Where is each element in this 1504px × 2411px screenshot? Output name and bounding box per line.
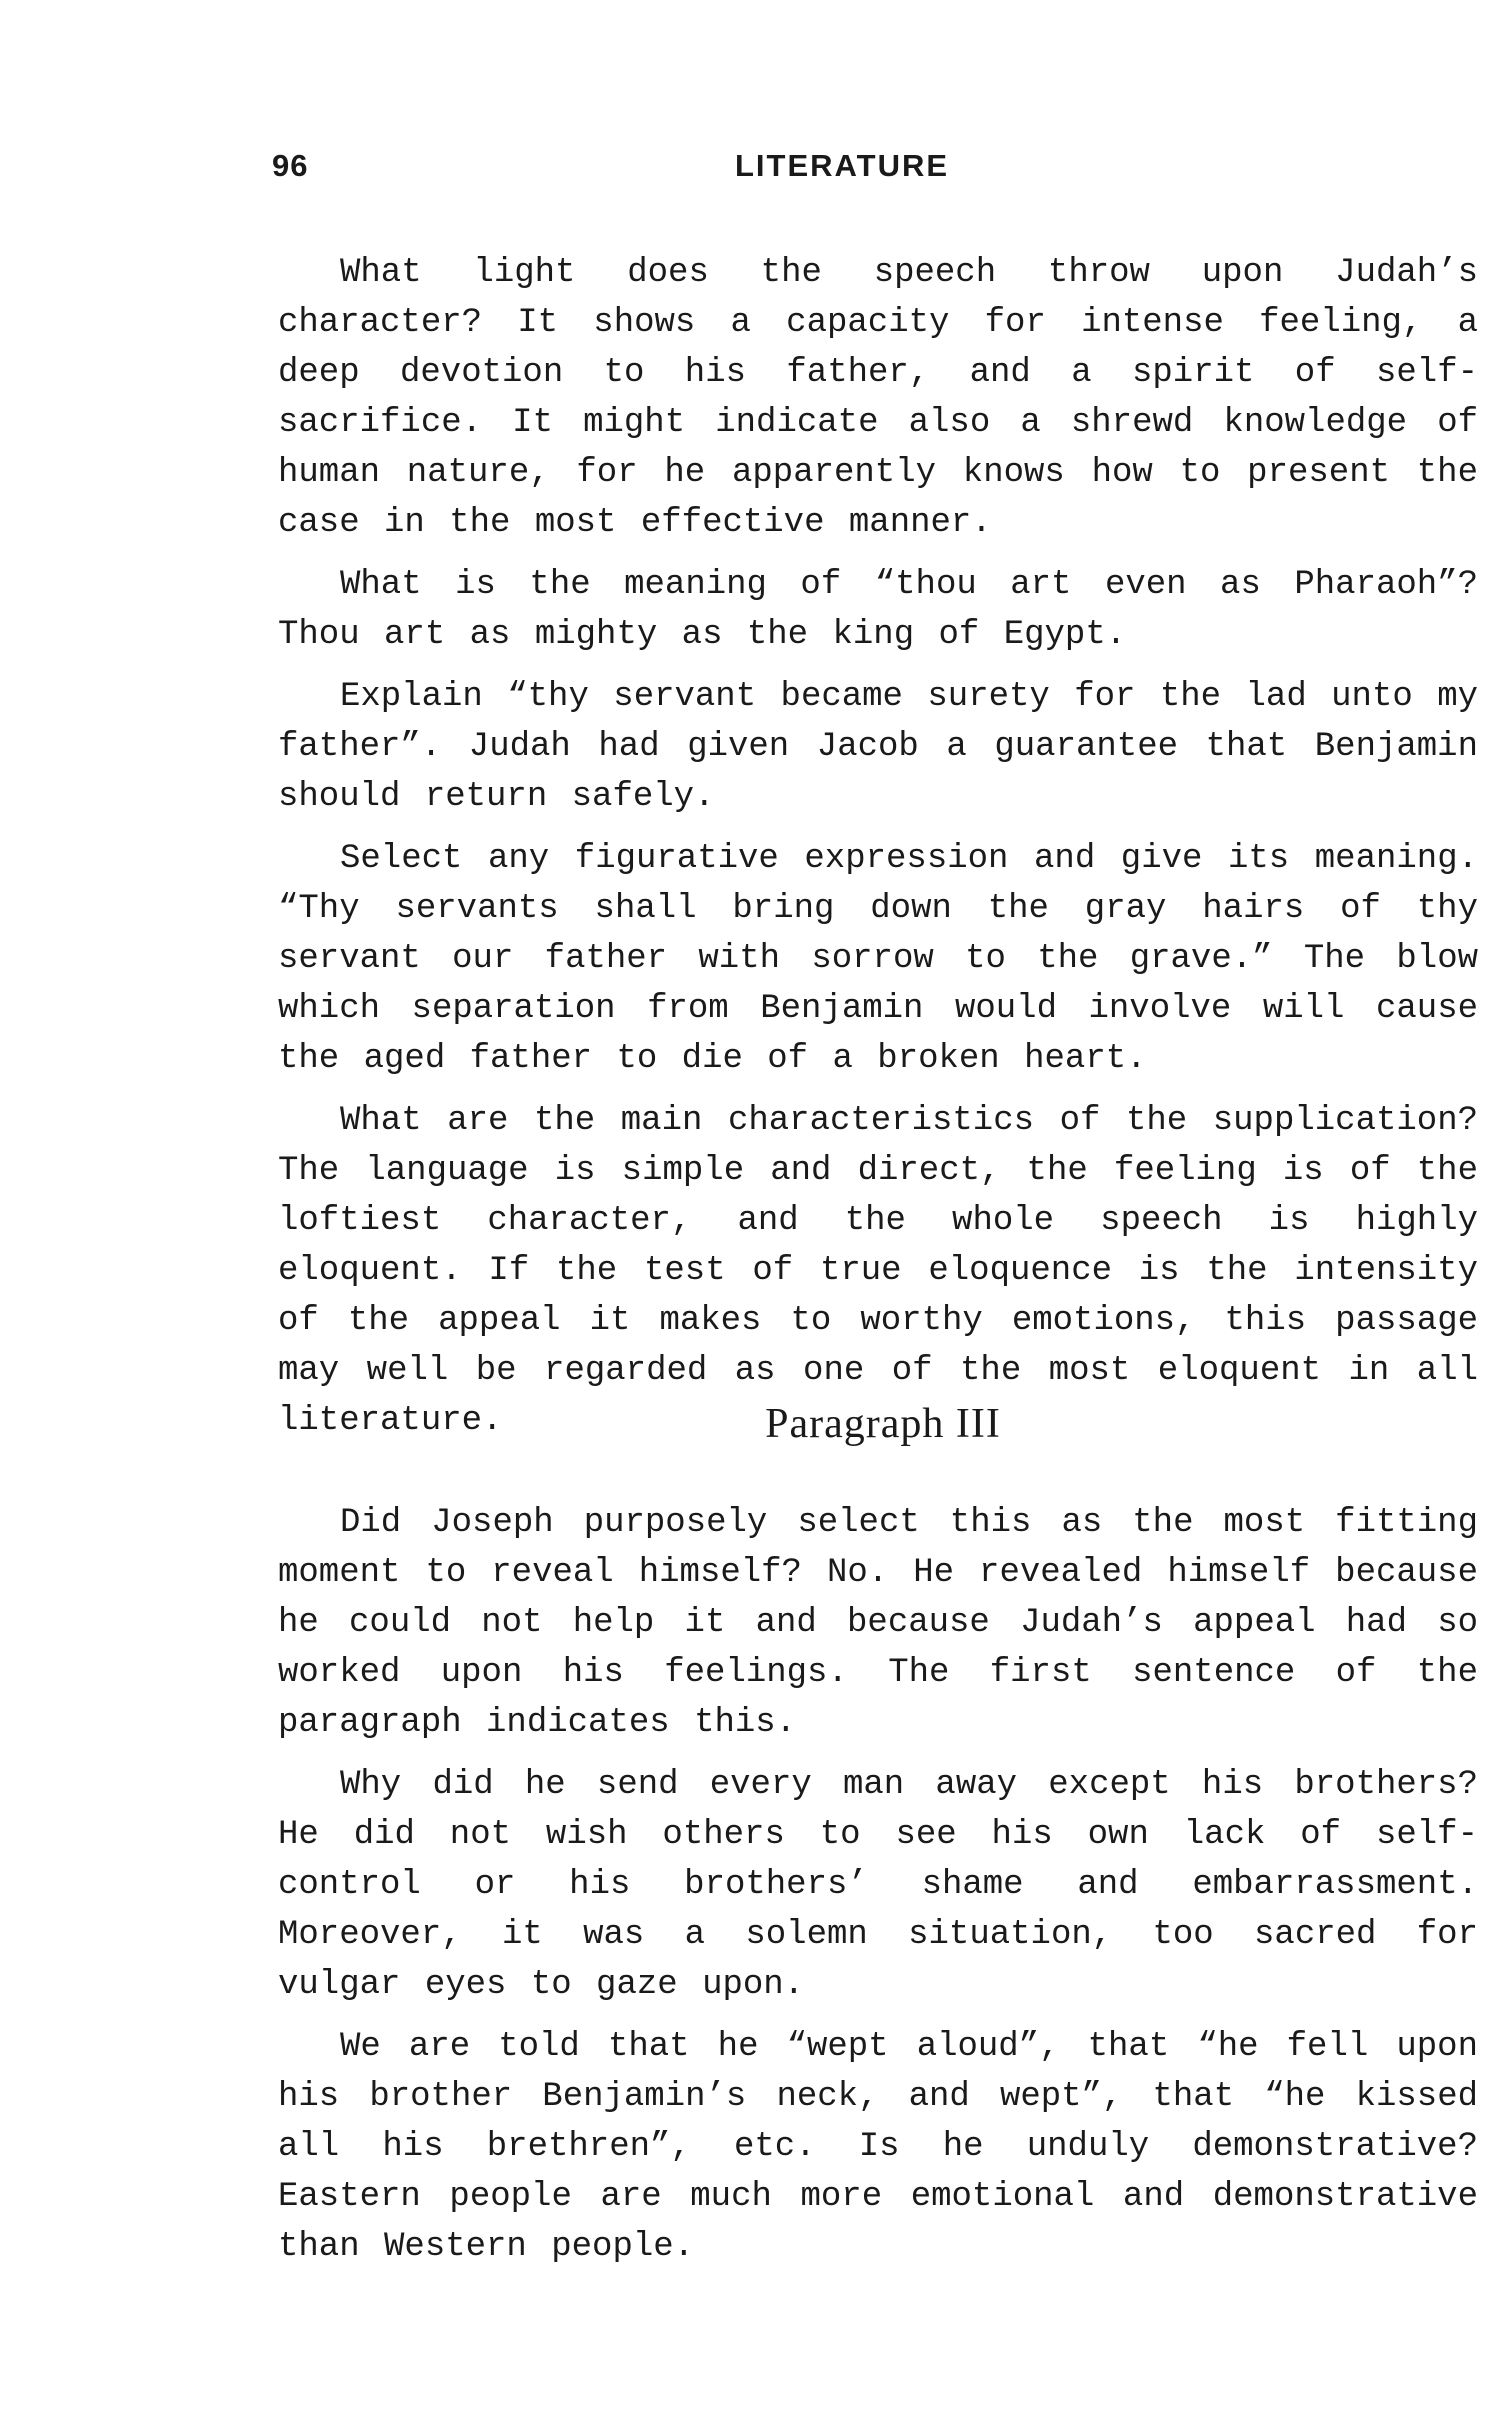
- paragraph: Did Joseph purposely select this as the most fitting moment to reveal himself? No. He revealed himself because he could not help it and because Judah’s appeal had so worked upon his feelings. The first sentence of the paragraph indicates this.: [278, 1504, 1478, 1742]
- running-head: [272, 148, 1472, 198]
- paragraph: Explain “thy servant became surety for the lad unto my father”. Judah had given Jacob a guarantee that Benjamin should return safely.: [278, 678, 1478, 816]
- paragraph: Select any figurative expression and give its meaning. “Thy servants shall bring down the gray hairs of thy servant our father with sorrow to the grave.” The blow which separation from Benjamin would involve will cause the aged father to die of a broken heart.: [278, 840, 1478, 1078]
- paragraph: We are told that he “wept aloud”, that “he fell upon his brother Benjamin’s neck, and wept”, that “he kissed all his brethren”, etc. Is he unduly demonstrative? Eastern people are much more emotional and demonstrative than Western people.: [278, 2028, 1478, 2266]
- running-title: LITERATURE: [735, 148, 950, 183]
- paragraph: What is the meaning of “thou art even as Pharaoh”? Thou art as mighty as the king of Egypt.: [278, 566, 1478, 654]
- page-number: 96: [272, 148, 309, 183]
- question-answer-section: [278, 248, 1478, 1446]
- paragraph: Why did he send every man away except his brothers? He did not wish others to see his own lack of self-control or his brothers’ shame and embarrassment. Moreover, it was a solemn situation, too sacred for vulgar eyes to gaze upon.: [278, 1766, 1478, 2004]
- paragraph-three-section: [278, 1498, 1478, 2272]
- section-heading: Paragraph III: [765, 1401, 1001, 1447]
- paragraph: What light does the speech throw upon Judah’s character? It shows a capacity for intense feeling, a deep devotion to his father, and a spirit of self-sacrifice. It might indicate also a shrewd knowledge of human nature, for he apparently knows how to present the case in the most effective manner.: [278, 254, 1478, 542]
- paragraph: What are the main characteristics of the supplication? The language is simple and direct, the feeling is of the loftiest character, and the whole speech is highly eloquent. If the test of true eloquence is the intensity of the appeal it makes to worthy emotions, this passage may well be regarded as one of the most eloquent in all literature.: [278, 1102, 1478, 1440]
